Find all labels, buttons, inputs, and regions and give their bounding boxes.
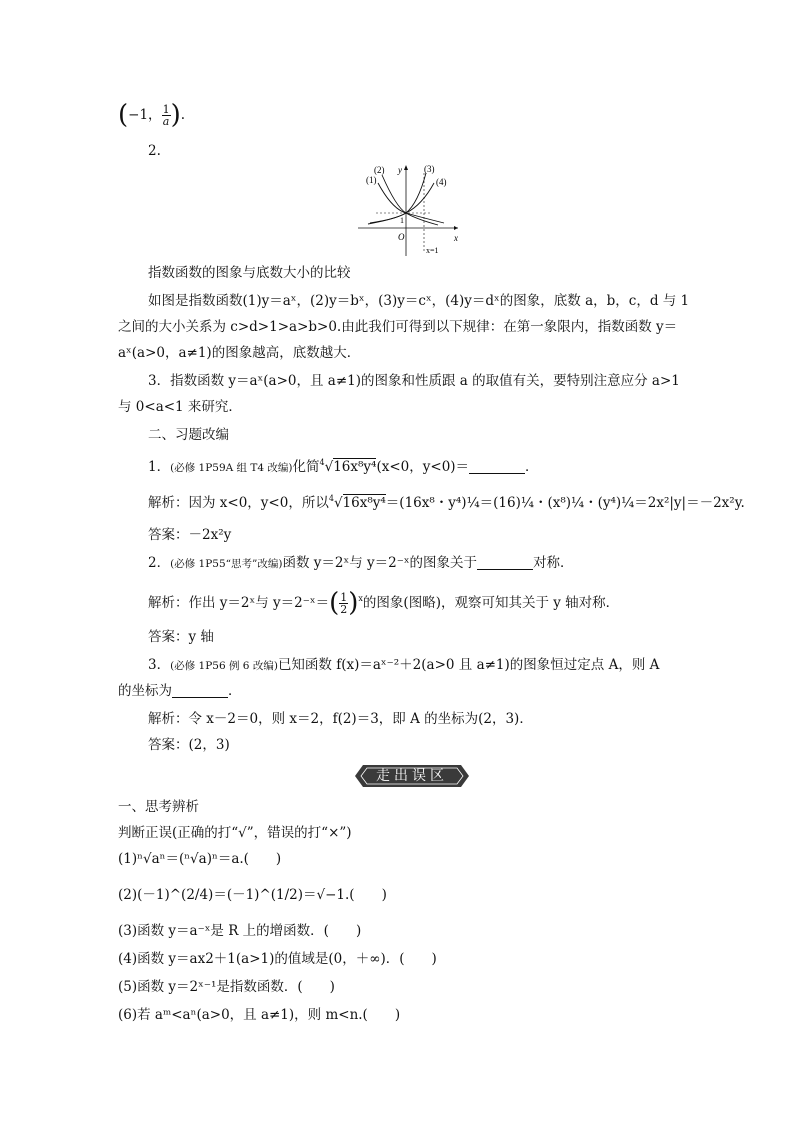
curve-label-4: (4) — [436, 177, 447, 187]
interval-prefix: −1， — [128, 107, 162, 123]
q1-analysis: 解析：因为 x<0，y<0，所以$^4$√16x⁸y⁴＝(16x⁸・y⁴)¼＝(16)¼・(x⁸)¼・(y⁴)¼＝2x²|y|＝－2x²y. — [148, 494, 745, 511]
interval-suffix: . — [180, 107, 186, 123]
q2-end: 对称． — [533, 555, 574, 571]
judgement-1: (1)ⁿ√aⁿ＝(ⁿ√a)ⁿ＝a.( ) — [118, 851, 282, 867]
y-axis-label: y — [398, 165, 402, 175]
frac-den: a — [162, 115, 170, 128]
item3-line1: 3．指数函数 y＝aˣ(a>0，且 a≠1)的图象和性质跟 a 的取值有关，要特别注意应分 a>1 — [148, 373, 680, 389]
q1-text: 化简 — [292, 459, 320, 475]
x-axis-arrow — [454, 226, 458, 230]
q3-line — [148, 656, 659, 675]
q1-answer: 答案：－2x²y — [148, 527, 232, 543]
interval-line — [118, 100, 186, 130]
q3-blank — [172, 683, 228, 698]
judgement-3: (3)函数 y＝a⁻ˣ是 R 上的增函数．( ) — [118, 923, 362, 939]
q3-analysis: 解析：令 x－2＝0，则 x＝2，f(2)＝3，即 A 的坐标为(2，3)． — [148, 711, 533, 727]
judgement-6: (6)若 aᵐ<aⁿ(a>0，且 a≠1)，则 m<n.( ) — [118, 1007, 401, 1023]
banner-text: 走出误区 — [376, 768, 448, 784]
q1-prefix: 1． — [148, 459, 171, 475]
q3-source: (必修 1P56 例 6 改编) — [170, 660, 278, 672]
q1-analysis-expr: ＝(16x⁸・y⁴)¼＝(16)¼・(x⁸)¼・(y⁴)¼＝2x²|y|＝－2x²y. — [385, 495, 745, 511]
fraction-one-over-a — [162, 104, 171, 127]
curve-label-2: (2) — [374, 165, 385, 175]
q2-text: 函数 y＝2ˣ与 y＝2⁻ˣ的图象关于 — [282, 555, 478, 571]
x-axis-label: x — [454, 233, 458, 243]
right-paren: ) — [170, 100, 181, 130]
para1-line1: 如图是指数函数(1)y＝aˣ，(2)y＝bˣ，(3)y＝cˣ，(4)y＝dˣ的图象，底数 a，b，c，d 与 1 — [148, 293, 690, 309]
q1-end: ． — [525, 459, 539, 475]
q2-analysis: 解析：作出 y＝2ˣ与 y＝2⁻ˣ＝( $\frac{1}{2}$ )$^x$的图象(图略)，观察可知其关于 y 轴对称． — [148, 588, 620, 618]
exponential-graph — [358, 161, 462, 257]
item3-line2: 与 0<a<1 来研究． — [118, 399, 242, 415]
q2-answer: 答案：y 轴 — [148, 629, 214, 645]
q2-right-paren: ) — [348, 588, 359, 618]
frac-num: 1 — [162, 103, 170, 116]
compare-title: 指数函数的图象与底数大小的比较 — [148, 265, 351, 281]
q1-analysis-text: 解析：因为 x<0，y<0，所以 — [148, 495, 329, 511]
section-1-title: 一、思考辨析 — [118, 799, 199, 815]
q2-line — [148, 554, 574, 573]
judgement-2: (2)(－1)^(2/4)＝(－1)^(1/2)＝√−1.( ) — [118, 887, 387, 903]
q1-analysis-root: 16x⁸y⁴ — [342, 495, 386, 511]
section-2-title: 二、习题改编 — [148, 427, 229, 443]
q1-source: (必修 1P59A 组 T4 改编) — [170, 462, 293, 474]
curve-2 — [382, 175, 438, 225]
curve-label-1: (1) — [366, 175, 377, 185]
origin-label: O — [398, 232, 405, 242]
q2-frac-num: 1 — [340, 591, 348, 604]
q2-fraction — [339, 592, 348, 615]
q3-answer: 答案：(2，3) — [148, 737, 230, 753]
item-2-label: 2. — [148, 143, 161, 159]
one-label: 1 — [400, 216, 404, 225]
para1-line3: aˣ(a>0，a≠1)的图象越高，底数越大． — [118, 345, 361, 361]
q2-left-paren: ( — [329, 588, 340, 618]
q2-blank — [477, 555, 533, 570]
q2-analysis-b: 的图象(图略)，观察可知其关于 y 轴对称． — [362, 595, 620, 611]
y-axis-arrow — [404, 165, 408, 170]
q1-line: 1．(必修 1P59A 组 T4 改编)化简$^4$√16x⁸y⁴(x<0，y<0)＝ ． — [148, 458, 539, 475]
q3-text: 已知函数 f(x)＝aˣ⁻²＋2(a>0 且 a≠1)的图象恒过定点 A，则 A — [277, 657, 660, 673]
q2-prefix: 2． — [148, 555, 171, 571]
curve-1 — [378, 183, 444, 223]
q3-prefix: 3． — [148, 657, 171, 673]
x-eq-1-label: x=1 — [426, 246, 439, 255]
q1-root-expr: 16x⁸y⁴ — [333, 459, 377, 475]
q2-source: (必修 1P55“思考”改编) — [170, 558, 283, 570]
q3-line2-text: 的坐标为 — [118, 683, 172, 699]
q1-blank — [469, 459, 525, 474]
q3-end: ． — [228, 683, 242, 699]
para1-line2: 之间的大小关系为 c>d>1>a>b>0.由此我们可得到以下规律：在第一象限内，指数函数 y＝ — [118, 319, 678, 335]
curve-label-3: (3) — [424, 164, 435, 174]
judgement-4: (4)函数 y＝ax2＋1(a>1)的值域是(0，＋∞)．( ) — [118, 951, 437, 967]
q1-condition: (x<0，y<0)＝ — [376, 459, 470, 475]
left-paren: ( — [118, 100, 129, 130]
q2-analysis-a: 解析：作出 y＝2ˣ与 y＝2⁻ˣ＝ — [148, 595, 330, 611]
judgement-5: (5)函数 y＝2ˣ⁻¹是指数函数．( ) — [118, 979, 335, 995]
q3-line2 — [118, 682, 242, 700]
judge-intro: 判断正误(正确的打“√”，错误的打“×”) — [118, 825, 352, 841]
q2-frac-den: 2 — [340, 603, 348, 616]
